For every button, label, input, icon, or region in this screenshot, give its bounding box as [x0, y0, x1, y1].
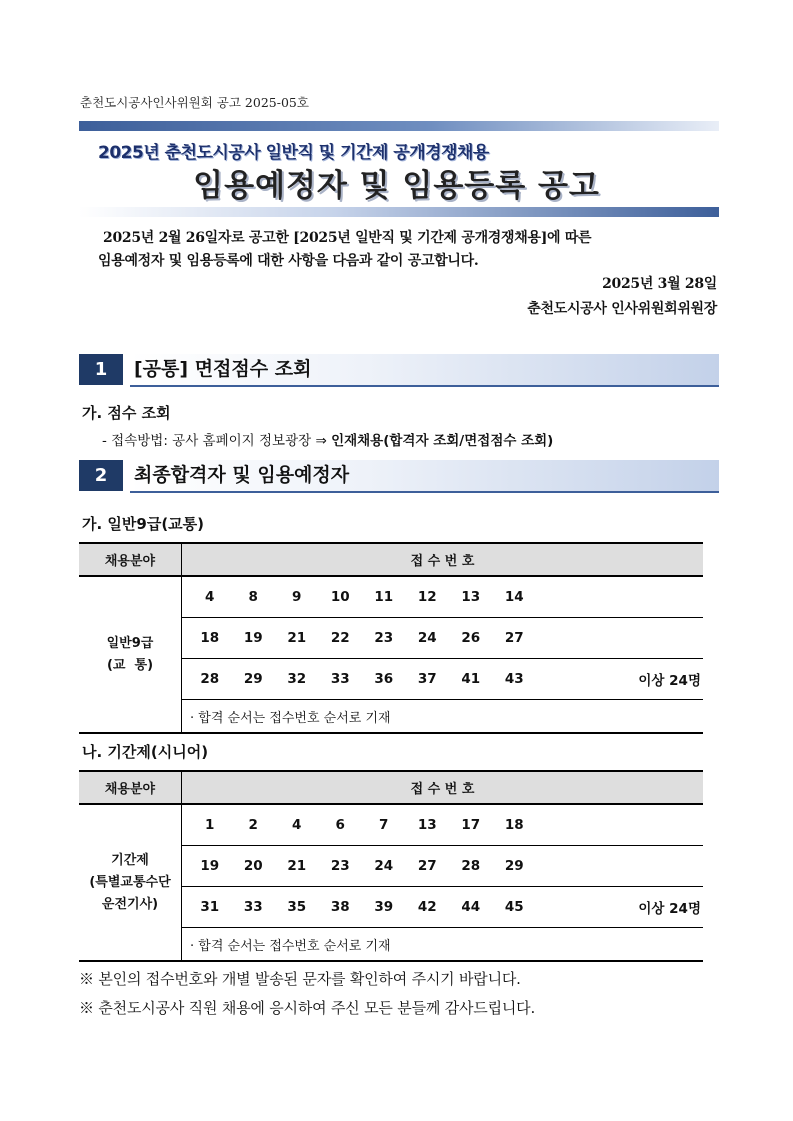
- receipt-number: 29: [243, 671, 263, 687]
- access-method-prefix: - 접속방법: 공사 홈페이지 정보광장 ⇒: [102, 433, 332, 449]
- table-a-heading: 가. 일반9급(교통): [82, 515, 205, 533]
- receipt-number: 37: [417, 671, 437, 687]
- table-note: · 합격 순서는 접수번호 순서로 기재: [182, 928, 704, 962]
- table-general-grade9: [79, 542, 703, 734]
- total-count: 이상 24명: [638, 673, 701, 689]
- footer-note-2: ※ 춘천도시공사 직원 채용에 응시하여 주신 모든 분들께 감사드립니다.: [79, 999, 536, 1017]
- receipt-number: 4: [292, 817, 302, 833]
- notice-date: 2025년 3월 28일: [602, 276, 717, 292]
- receipt-number: 41: [461, 671, 481, 687]
- receipt-number: 24: [374, 858, 394, 874]
- field-line: (교 통): [106, 657, 154, 673]
- receipt-number: 2: [248, 817, 258, 833]
- notice-reference: 춘천도시공사인사위원회 공고 2025-05호: [80, 95, 309, 110]
- receipt-number: 36: [374, 671, 394, 687]
- field-line: 기간제: [111, 852, 149, 868]
- receipt-number: 4: [205, 589, 215, 605]
- col-header-numbers: 접 수 번 호: [182, 771, 704, 804]
- receipt-number: 20: [243, 858, 263, 874]
- field-cell: [79, 804, 182, 961]
- receipt-number: 18: [200, 630, 220, 646]
- field-line: 일반9급: [106, 635, 154, 651]
- total-count: 이상 24명: [638, 901, 701, 917]
- receipt-number: 38: [330, 899, 350, 915]
- field-line: (특별교통수단: [89, 874, 171, 890]
- receipt-number: 23: [374, 630, 394, 646]
- receipt-number: 28: [461, 858, 481, 874]
- table-row: [182, 887, 704, 928]
- col-header-numbers: 접 수 번 호: [182, 543, 704, 576]
- receipt-number: 19: [243, 630, 263, 646]
- receipt-number: 18: [504, 817, 524, 833]
- section-2-number: 2: [79, 460, 123, 491]
- receipt-number: 33: [243, 899, 263, 915]
- receipt-number: 1: [205, 817, 215, 833]
- receipt-number: 35: [287, 899, 307, 915]
- receipt-number: 17: [461, 817, 481, 833]
- receipt-number: 45: [504, 899, 524, 915]
- receipt-number: 21: [287, 630, 307, 646]
- table-row: [182, 618, 704, 659]
- receipt-number: 6: [335, 817, 345, 833]
- table-row: [182, 804, 704, 846]
- receipt-number: 9: [292, 589, 302, 605]
- receipt-number: 39: [374, 899, 394, 915]
- receipt-number: 22: [330, 630, 350, 646]
- table-row: [182, 846, 704, 887]
- receipt-number: 44: [461, 899, 481, 915]
- header-bottom-bar: [79, 207, 719, 217]
- receipt-number: 26: [461, 630, 481, 646]
- receipt-number: 33: [330, 671, 350, 687]
- receipt-number: 7: [379, 817, 389, 833]
- table-b-heading: 나. 기간제(시니어): [82, 743, 209, 761]
- table-row: [182, 576, 704, 618]
- access-method: [102, 429, 553, 449]
- receipt-number: 21: [287, 858, 307, 874]
- score-lookup-heading: 가. 점수 조회: [82, 404, 171, 422]
- table-row: [182, 659, 704, 700]
- section-1-header: [130, 354, 719, 387]
- receipt-number: 23: [330, 858, 350, 874]
- receipt-number: 12: [417, 589, 437, 605]
- receipt-number: 19: [200, 858, 220, 874]
- access-method-path: 인재채용(합격자 조회/면접점수 조회): [331, 433, 554, 449]
- notice-title: 임용예정자 및 임용등록 공고: [193, 168, 600, 204]
- receipt-number: 32: [287, 671, 307, 687]
- header-top-bar: [79, 121, 719, 131]
- field-line: 운전기사): [101, 896, 159, 912]
- table-contract-senior: [79, 770, 703, 962]
- receipt-number: 42: [417, 899, 437, 915]
- notice-signer: 춘천도시공사 인사위원회위원장: [527, 301, 717, 317]
- receipt-number: 10: [330, 589, 350, 605]
- section-2-title: 최종합격자 및 임용예정자: [134, 464, 350, 486]
- receipt-number: 13: [461, 589, 481, 605]
- receipt-number: 29: [504, 858, 524, 874]
- field-cell: [79, 576, 182, 733]
- receipt-number: 14: [504, 589, 524, 605]
- receipt-number: 43: [504, 671, 524, 687]
- receipt-number: 31: [200, 899, 220, 915]
- receipt-number: 13: [417, 817, 437, 833]
- col-header-field: 채용분야: [79, 543, 182, 576]
- receipt-number: 28: [200, 671, 220, 687]
- receipt-number: 27: [504, 630, 524, 646]
- section-1-number: 1: [79, 354, 123, 385]
- section-1-title: [공통] 면접점수 조회: [134, 358, 312, 380]
- col-header-field: 채용분야: [79, 771, 182, 804]
- section-2-header: [130, 460, 719, 493]
- footer-note-1: ※ 본인의 접수번호와 개별 발송된 문자를 확인하여 주시기 바랍니다.: [79, 970, 521, 988]
- notice-subtitle: 2025년 춘천도시공사 일반직 및 기간제 공개경쟁채용: [98, 143, 489, 163]
- receipt-number: 24: [417, 630, 437, 646]
- intro-line-1: 2025년 2월 26일자로 공고한 [2025년 일반직 및 기간제 공개경쟁채용]에 따른: [103, 230, 592, 246]
- table-note: · 합격 순서는 접수번호 순서로 기재: [182, 700, 704, 734]
- receipt-number: 8: [248, 589, 258, 605]
- receipt-number: 11: [374, 589, 394, 605]
- intro-line-2: 임용예정자 및 임용등록에 대한 사항을 다음과 같이 공고합니다.: [98, 253, 479, 269]
- receipt-number: 27: [417, 858, 437, 874]
